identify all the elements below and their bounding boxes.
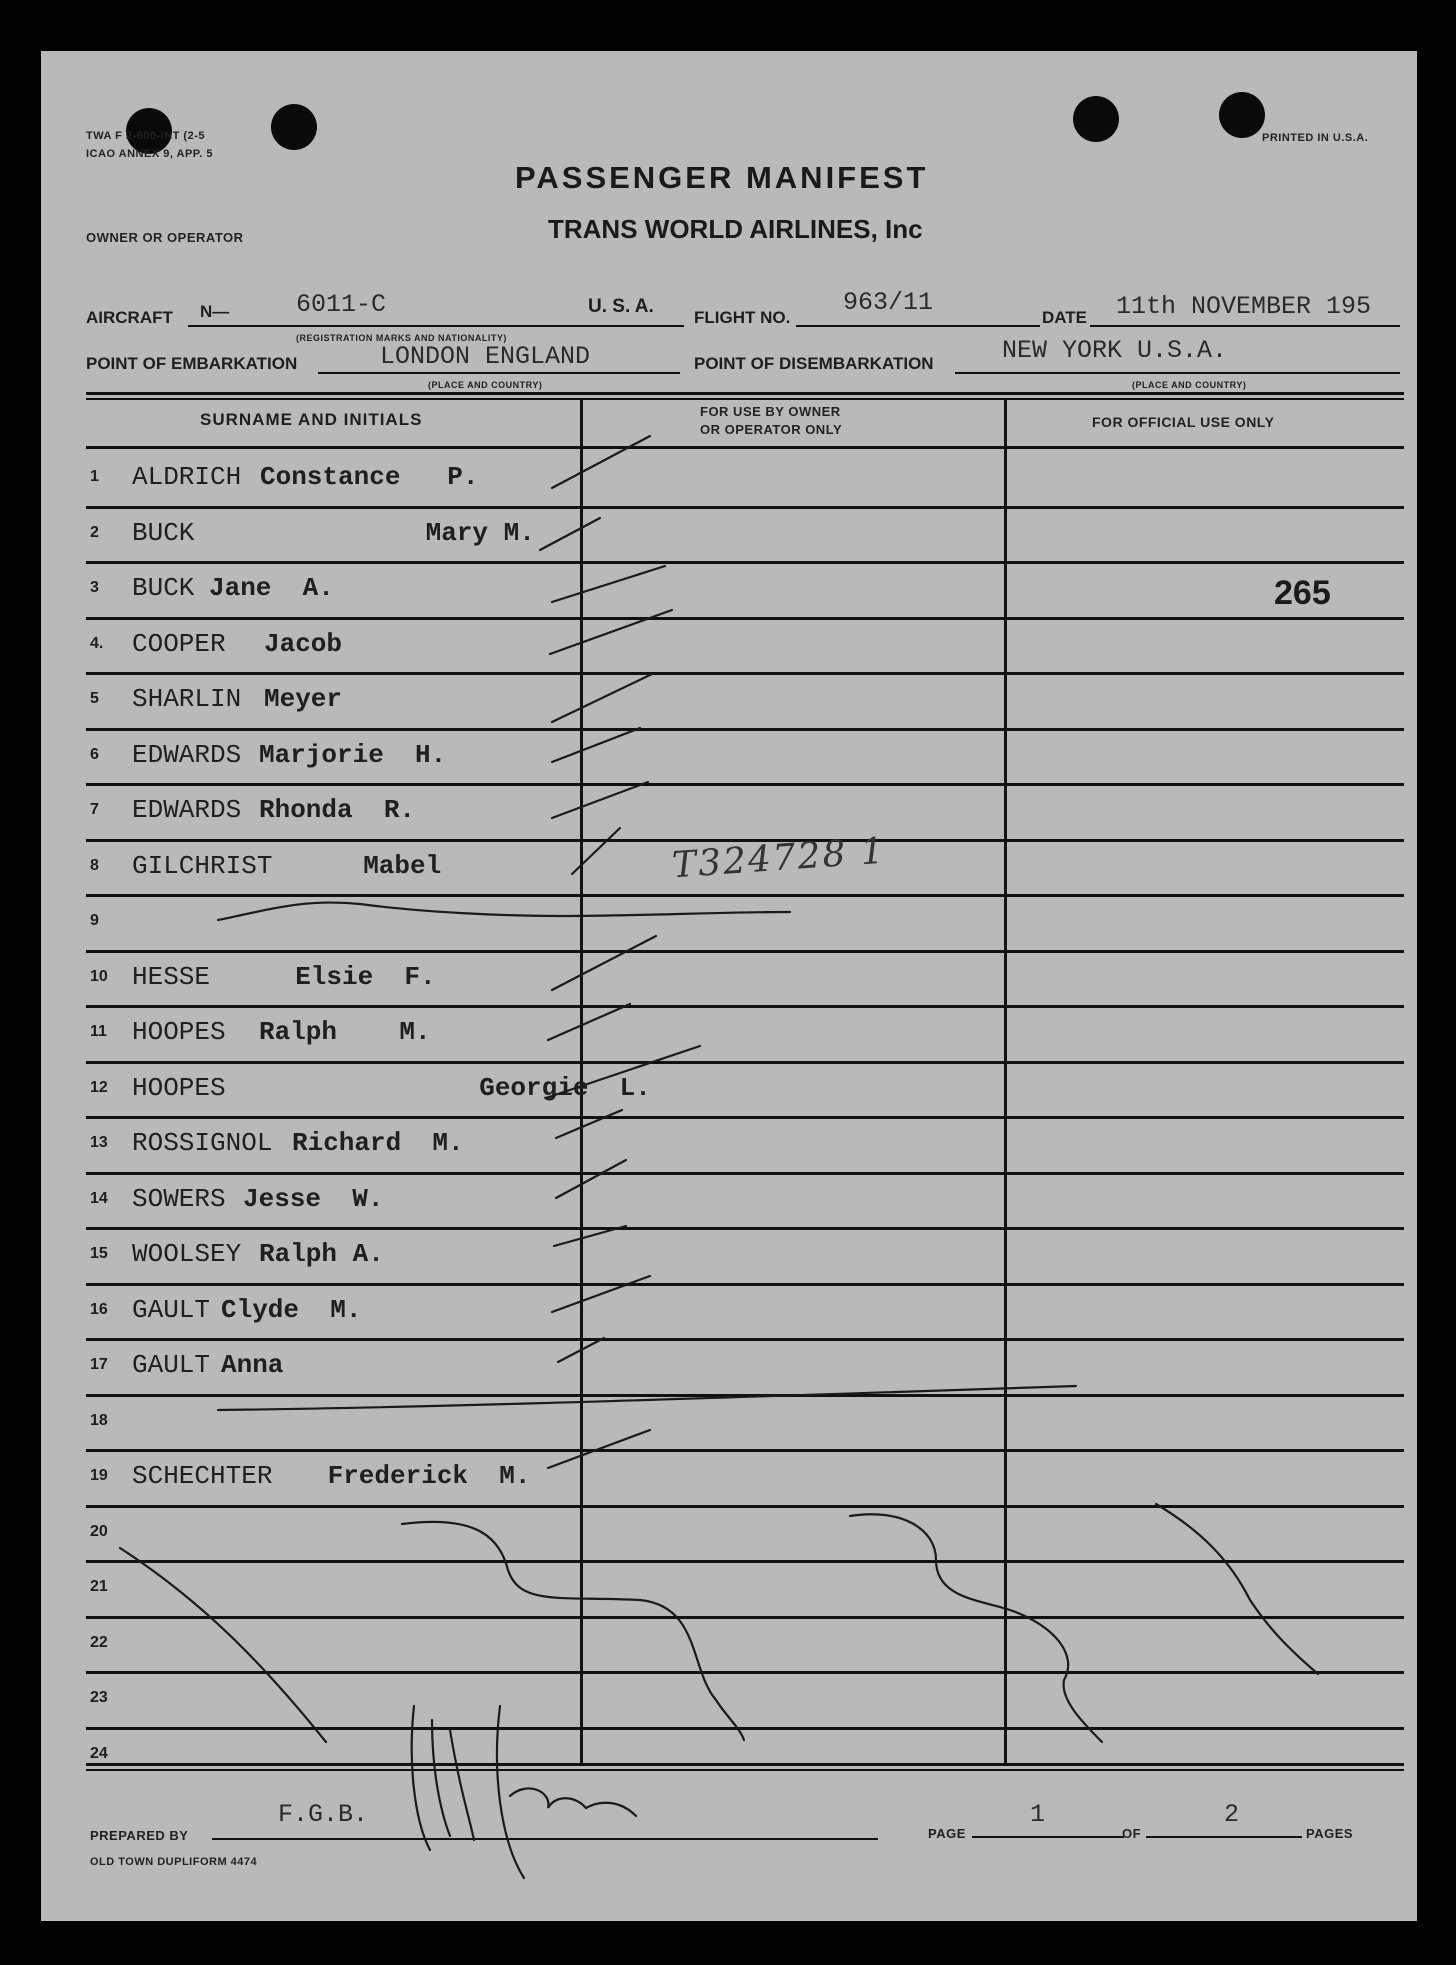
aircraft-prefix: N— (200, 302, 230, 321)
registration-caption: (REGISTRATION MARKS AND NATIONALITY) (296, 333, 507, 343)
passenger-given-names: Anna (221, 1350, 284, 1380)
passenger-surname: ROSSIGNOL (132, 1128, 273, 1158)
passenger-surname: SOWERS (132, 1183, 226, 1214)
page-label: PAGE (928, 1826, 966, 1841)
cancel-stroke (402, 1522, 744, 1740)
row-number: 2 (90, 523, 99, 541)
check-mark (546, 1046, 700, 1098)
row-number: 20 (90, 1522, 108, 1540)
row-number: 13 (90, 1134, 108, 1151)
cancel-stroke (120, 1548, 326, 1742)
check-mark (550, 610, 672, 654)
embarkation-label: POINT OF EMBARKATION (86, 354, 298, 373)
check-mark (554, 1226, 626, 1246)
aircraft-registration: 6011-C (296, 290, 387, 319)
col-header-official: FOR OFFICIAL USE ONLY (1092, 414, 1275, 430)
strike-line-row18 (218, 1386, 1076, 1410)
row-number: 14 (90, 1189, 108, 1207)
row-number: 12 (90, 1078, 108, 1096)
check-mark (552, 1276, 650, 1312)
passenger-surname: EDWARDS (132, 795, 242, 825)
disembarkation-label: POINT OF DISEMBARKATION (694, 354, 934, 373)
row-number: 10 (90, 967, 108, 985)
passenger-surname: BUCK (132, 573, 195, 603)
official-use-note: 265 (1274, 574, 1331, 612)
owner-label: OWNER OR OPERATOR (86, 230, 244, 245)
check-mark (556, 1160, 626, 1198)
pages-label: PAGES (1306, 1826, 1354, 1841)
embark-place-caption: (PLACE AND COUNTRY) (428, 380, 543, 390)
operator-handwritten-note: T324728 1 (670, 830, 887, 887)
row-number: 8 (90, 856, 99, 874)
col-header-operator-1: FOR USE BY OWNER (700, 404, 841, 419)
passenger-given-names: Jesse W. (243, 1183, 384, 1214)
aircraft-label: AIRCRAFT (86, 308, 173, 327)
check-mark (548, 1430, 650, 1468)
cancel-stroke (1156, 1504, 1318, 1674)
passenger-given-names: Ralph M. (259, 1017, 431, 1047)
printed-in-usa: PRINTED IN U.S.A. (1262, 132, 1369, 144)
check-mark (552, 782, 648, 818)
passenger-given-names: Marjorie H. (259, 739, 447, 770)
passenger-given-names: Jane A. (209, 573, 334, 603)
check-mark (556, 1110, 622, 1138)
row-number: 23 (90, 1689, 108, 1706)
row-number: 19 (90, 1467, 108, 1484)
cancel-stroke (850, 1514, 1102, 1742)
check-mark (552, 566, 665, 602)
passenger-given-names: Meyer (264, 684, 343, 714)
of-label: OF (1122, 1826, 1142, 1841)
prepared-by-label: PREPARED BY (90, 1828, 189, 1843)
check-mark (572, 828, 620, 874)
page-number: 1 (1030, 1800, 1046, 1829)
row-number: 9 (90, 912, 99, 929)
row-number: 15 (90, 1245, 108, 1262)
passenger-given-names: Ralph A. (259, 1239, 384, 1269)
disembarkation-place: NEW YORK U.S.A. (1002, 336, 1228, 365)
passenger-given-names: Clyde M. (221, 1294, 362, 1325)
footer-form-name: OLD TOWN DUPLIFORM 4474 (90, 1856, 258, 1868)
passenger-surname: HOOPES (132, 1072, 226, 1103)
check-mark (540, 518, 600, 550)
passenger-given-names: Georgie L. (370, 1072, 651, 1103)
passenger-given-names: Frederick M. (312, 1461, 531, 1491)
check-mark (558, 1338, 604, 1362)
passenger-surname: HESSE (132, 961, 211, 992)
passenger-given-names: Constance P. (260, 462, 479, 492)
passenger-given-names: Richard M. (292, 1128, 464, 1158)
row-number: 7 (90, 801, 99, 818)
flight-label: FLIGHT NO. (694, 308, 791, 327)
total-pages: 2 (1224, 1800, 1240, 1829)
passenger-surname: GILCHRIST (132, 850, 273, 881)
passenger-surname: HOOPES (132, 1017, 226, 1047)
row-number: 24 (90, 1744, 108, 1762)
row-number: 18 (90, 1411, 108, 1429)
row-number: 21 (90, 1578, 108, 1595)
passenger-given-names: Elsie F. (264, 961, 436, 992)
passenger-given-names: Rhonda R. (259, 795, 416, 825)
check-mark (552, 674, 652, 722)
passenger-surname: BUCK (132, 517, 195, 548)
passenger-given-names: Mary M. (332, 517, 535, 548)
passenger-given-names: Jacob (264, 628, 343, 659)
passenger-surname: EDWARDS (132, 739, 242, 770)
form-id-line1: TWA F 2-600-INT (2-5 (86, 130, 205, 142)
strike-line-row9 (218, 903, 790, 920)
disembark-place-caption: (PLACE AND COUNTRY) (1132, 380, 1247, 390)
prepared-by-value: F.G.B. (278, 1800, 369, 1829)
check-mark (548, 1004, 630, 1040)
passenger-surname: COOPER (132, 628, 226, 659)
passenger-surname: ALDRICH (132, 462, 242, 492)
passenger-given-names: Mabel (332, 850, 442, 881)
signature (412, 1706, 636, 1878)
passenger-surname: GAULT (132, 1294, 211, 1325)
airline-name: TRANS WORLD AIRLINES, Inc (548, 214, 923, 244)
row-number: 22 (90, 1633, 108, 1651)
passenger-surname: WOOLSEY (132, 1239, 242, 1269)
passenger-surname: GAULT (132, 1350, 211, 1380)
form-id-line2: ICAO ANNEX 9, APP. 5 (86, 148, 213, 160)
aircraft-nationality: U. S. A. (588, 296, 654, 317)
col-header-surname: SURNAME AND INITIALS (200, 410, 423, 429)
page-title: PASSENGER MANIFEST (515, 160, 929, 195)
passenger-surname: SHARLIN (132, 684, 242, 714)
row-number: 16 (90, 1300, 108, 1318)
passenger-surname: SCHECHTER (132, 1461, 273, 1491)
row-number: 5 (90, 690, 99, 707)
flight-number: 963/11 (843, 288, 934, 317)
date-label: DATE (1042, 308, 1088, 327)
flight-date: 11th NOVEMBER 195 (1116, 292, 1372, 321)
row-number: 4. (90, 634, 104, 652)
embarkation-place: LONDON ENGLAND (380, 342, 591, 371)
row-number: 1 (90, 468, 99, 485)
row-number: 6 (90, 745, 99, 763)
col-header-operator-2: OR OPERATOR ONLY (700, 422, 843, 437)
row-number: 17 (90, 1356, 108, 1373)
check-mark (552, 436, 650, 488)
row-number: 3 (90, 579, 99, 596)
check-mark (552, 936, 656, 990)
check-mark (552, 728, 640, 762)
row-number: 11 (90, 1023, 107, 1040)
